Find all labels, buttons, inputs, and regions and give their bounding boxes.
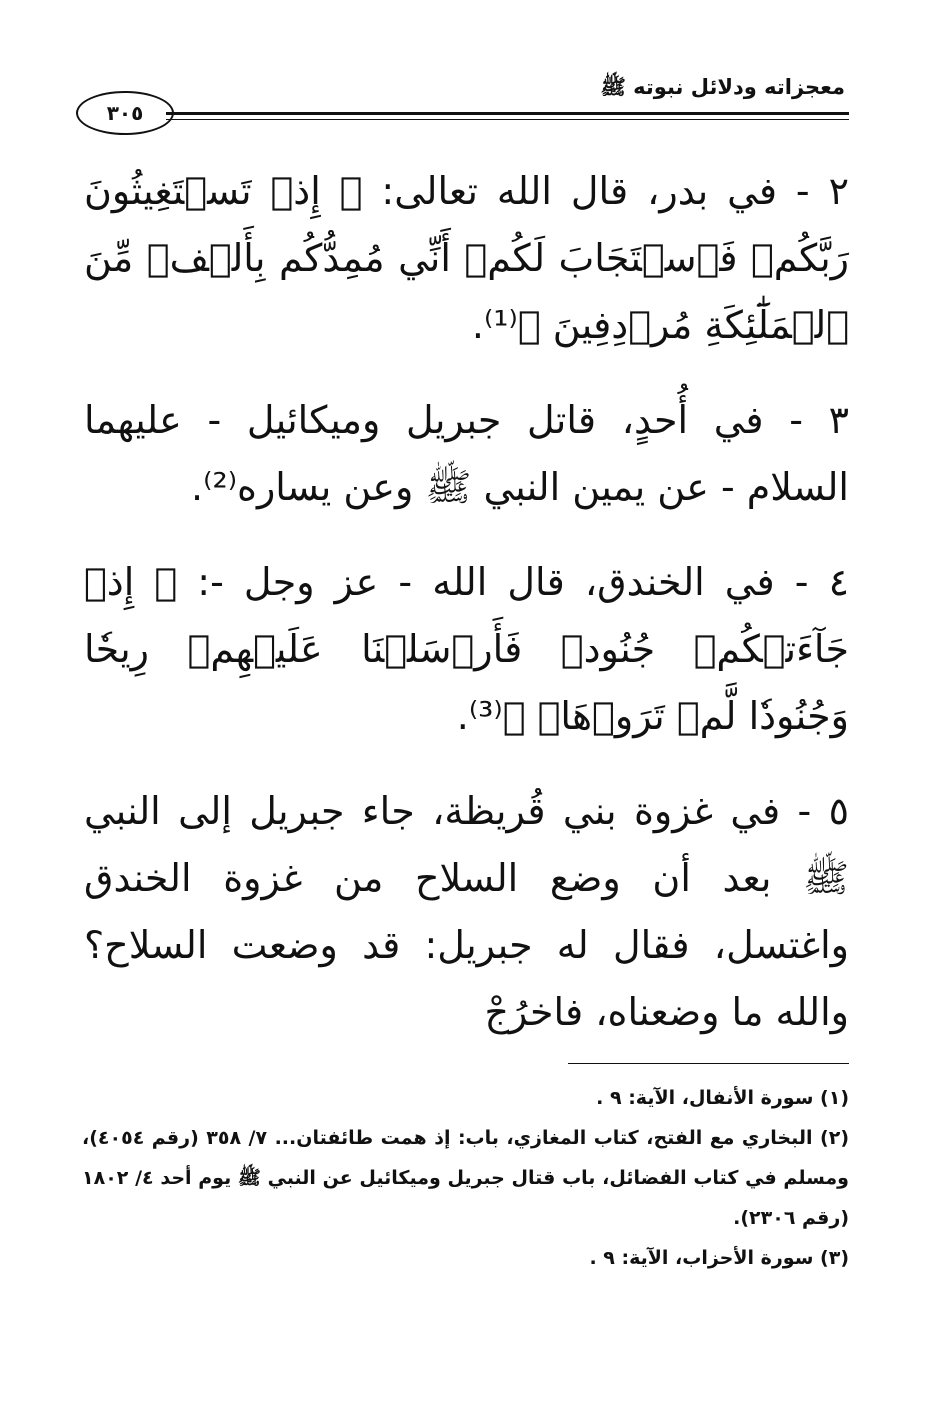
footnote-3: (٣) سورة الأحزاب، الآية: ٩ . (589, 1247, 849, 1269)
header-rule-thick (166, 112, 849, 115)
paragraph-khandaq: ٤ - في الخندق، قال الله - عز وجل -: ﴿ إِذۡ جَآءَتۡكُمۡ جُنُودٞ فَأَرۡسَلۡنَا عَلَيۡهِمۡ رِيحٗا وَجُنُودٗا لَّمۡ تَرَوۡهَاۚ ﴾⁽³⁾. (84, 560, 849, 738)
footnote-2: (٢) البخاري مع الفتح، كتاب المغازي، باب: إذ همت طائفتان... ٧/ ٣٥٨ (رقم ٤٠٥٤)، ومسلم في كتاب الفضائل، باب قتال جبريل وميكائيل عن النبي ﷺ يوم أحد ٤/ ١٨٠٢ (رقم ٢٣٠٦). (82, 1127, 849, 1229)
footnotes (82, 1078, 849, 1278)
paragraph-qurayza: ٥ - في غزوة بني قُريظة، جاء جبريل إلى النبي ﷺ بعد أن وضع السلاح من غزوة الخندق واغتسل، فقال له جبريل: قد وضعت السلاح؟ والله ما وضعناه، فاخرُجْ (84, 789, 849, 1034)
paragraph-badr: ٢ - في بدر، قال الله تعالى: ﴿ إِذۡ تَسۡتَغِيثُونَ رَبَّكُمۡ فَٱسۡتَجَابَ لَكُمۡ أَنِّي مُمِدُّكُم بِأَلۡفٖ مِّنَ ٱلۡمَلَٰٓئِكَةِ مُرۡدِفِينَ ﴾⁽¹⁾. (84, 169, 849, 347)
footnote-separator (568, 1063, 849, 1064)
running-header-title: معجزاته ودلائل نبوته ﷺ (600, 75, 845, 99)
page-number: ٣٠٥ (76, 91, 174, 135)
footnote-1: (١) سورة الأنفال، الآية: ٩ . (596, 1087, 849, 1109)
paragraph-uhud: ٣ - في أُحدٍ، قاتل جبريل وميكائيل - عليهما السلام - عن يمين النبي ﷺ وعن يساره⁽²⁾. (84, 398, 849, 509)
main-text (84, 158, 849, 1046)
header-rule-thin (166, 119, 849, 120)
